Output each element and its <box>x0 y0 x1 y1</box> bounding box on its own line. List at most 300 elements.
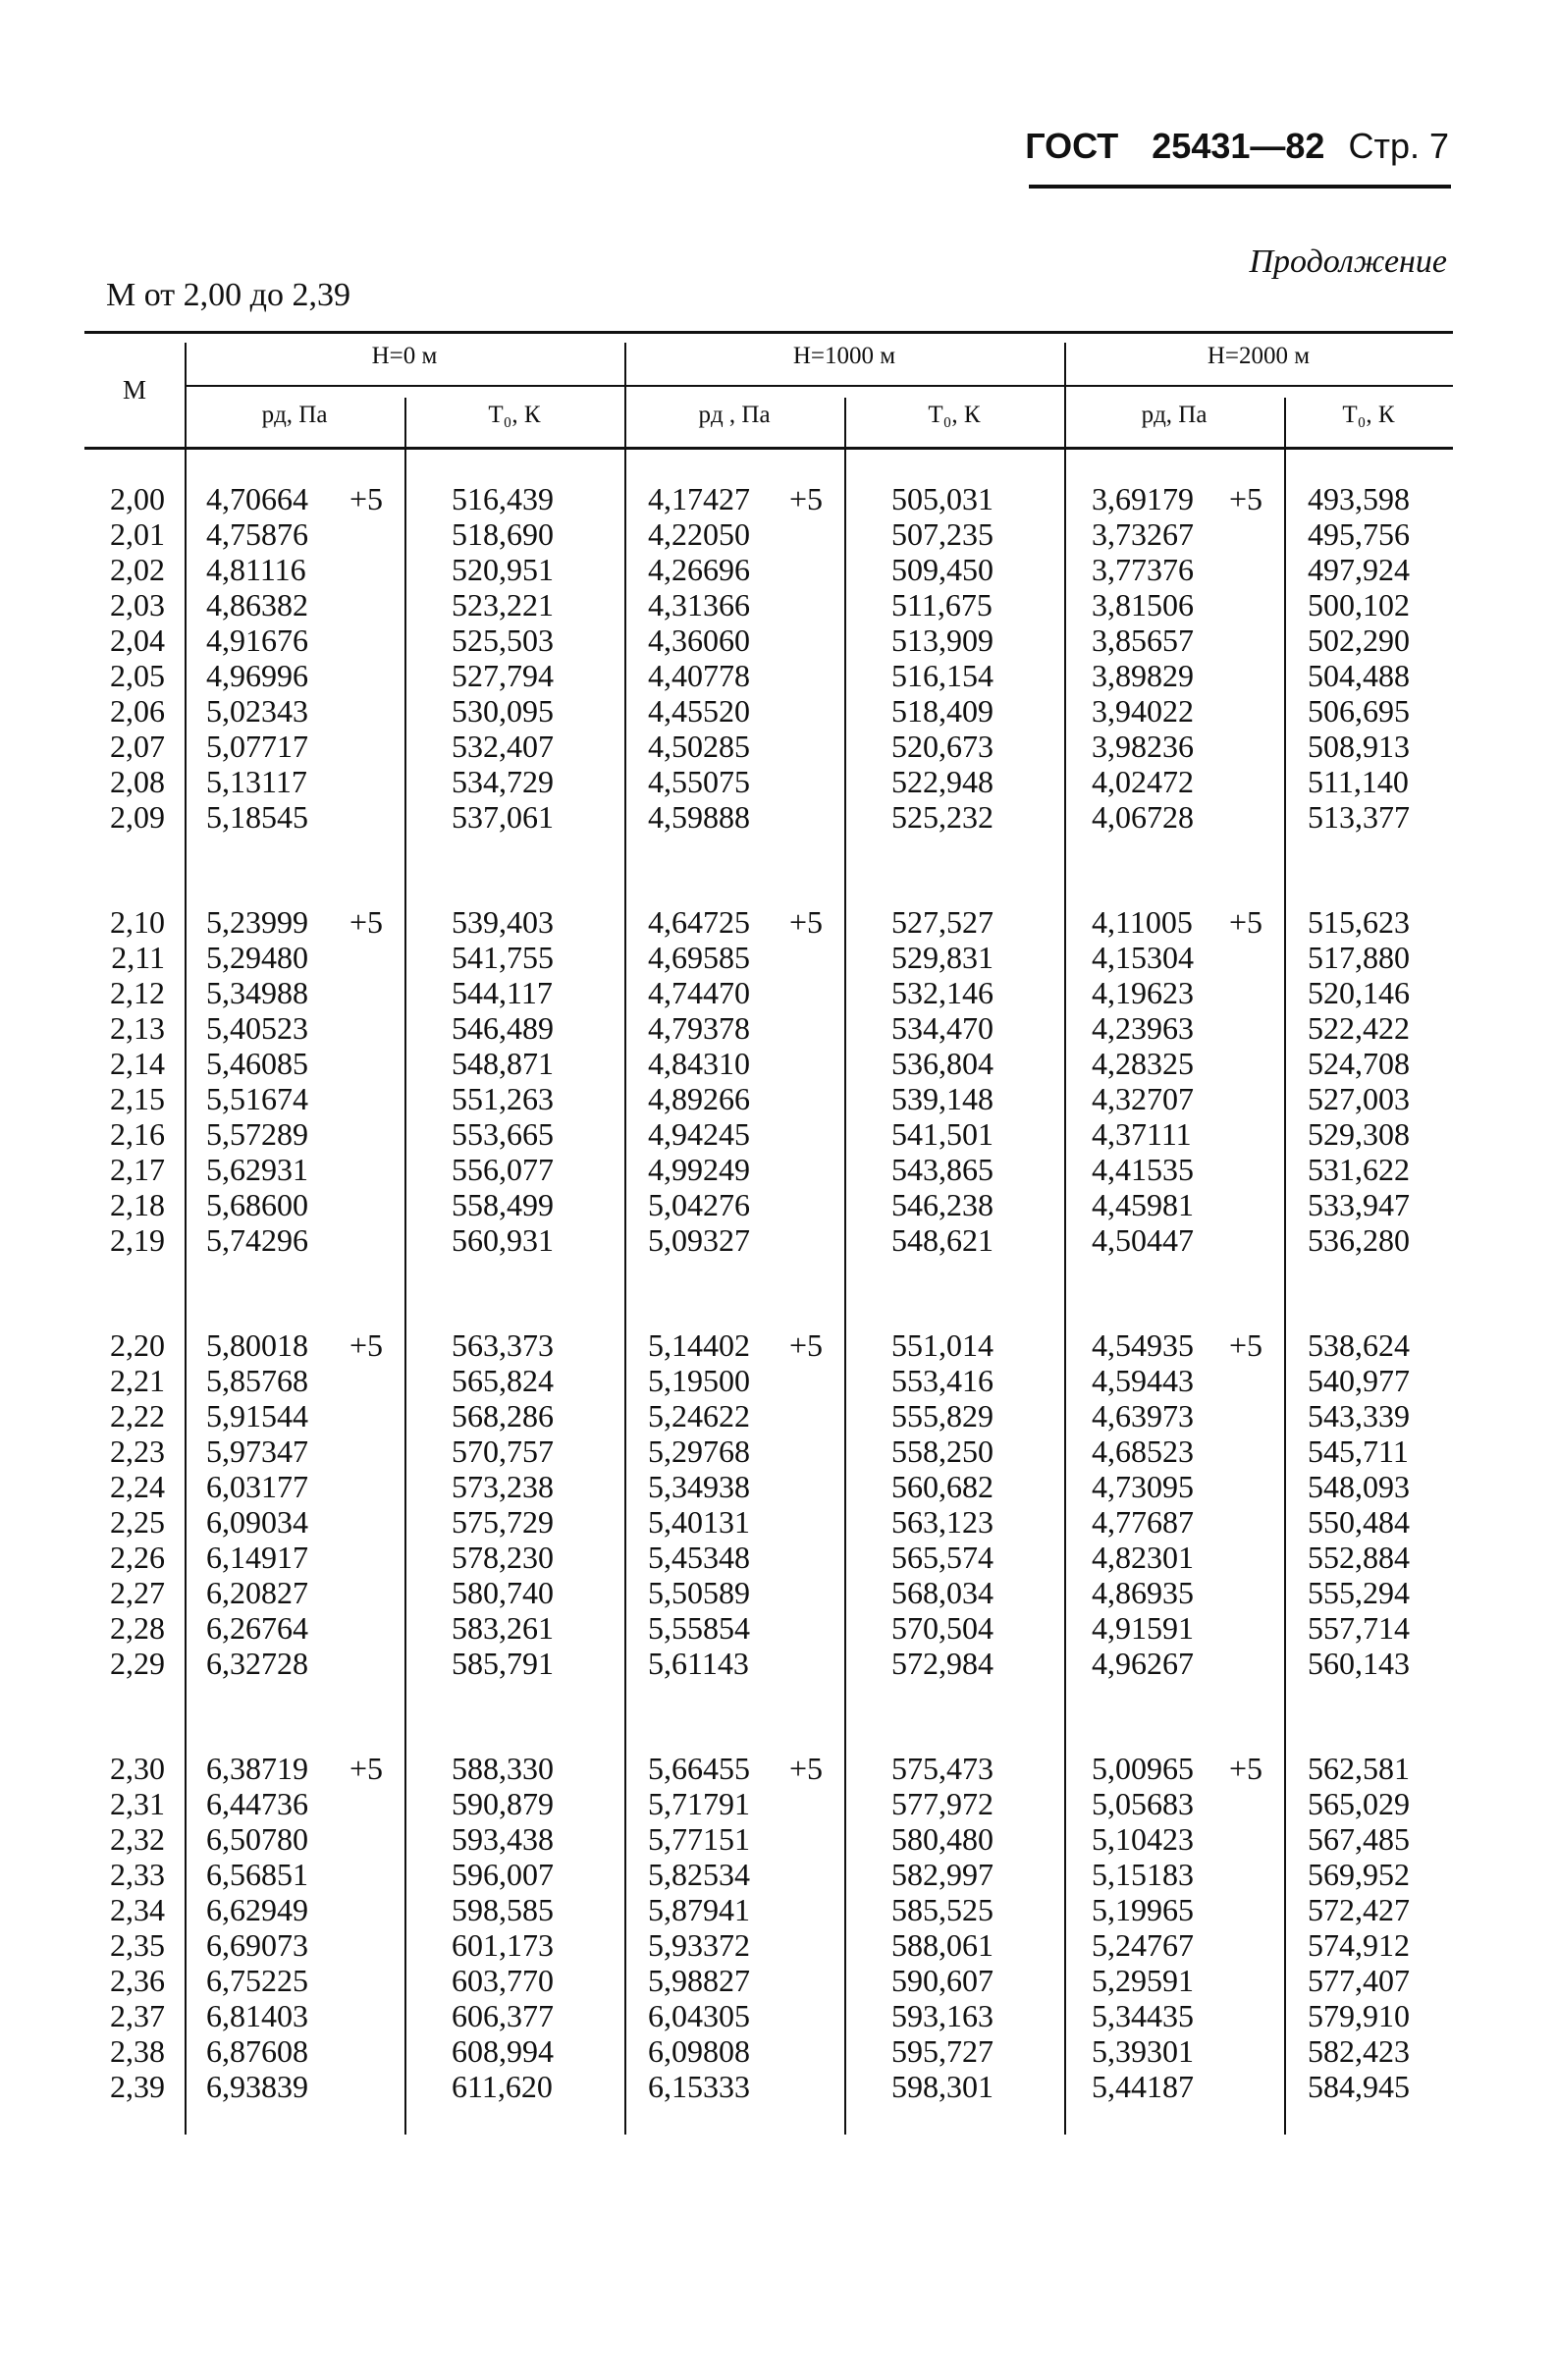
table-cell: 548,093 <box>1308 1469 1410 1504</box>
table-cell: 603,770 <box>452 1963 554 1998</box>
table-cell: 6,09808 <box>648 2033 750 2069</box>
table-cell: 4,79378 <box>648 1010 750 1046</box>
table-cell: 4,55075 <box>648 764 750 799</box>
table-cell: 4,59888 <box>648 799 750 835</box>
group-title-h0: H=0 м <box>371 343 438 369</box>
multiplier-h0: +5 <box>349 1327 384 1363</box>
table-cell: 531,622 <box>1308 1152 1410 1187</box>
table-cell: 4,86935 <box>1092 1575 1194 1610</box>
table-cell: 4,91591 <box>1092 1610 1194 1646</box>
table-cell: 553,416 <box>891 1363 993 1398</box>
multiplier-h0: +5 <box>349 481 384 516</box>
table-cell: 5,29768 <box>648 1433 750 1469</box>
table-cell: 585,791 <box>452 1646 554 1681</box>
subheader-rule <box>185 385 1453 387</box>
table-cell: 4,45520 <box>648 693 750 729</box>
table-cell: 2,17 <box>110 1152 165 1187</box>
table-cell: 2,38 <box>110 2033 165 2069</box>
table-cell: 3,73267 <box>1092 516 1194 552</box>
table-cell: 6,03177 <box>206 1469 308 1504</box>
table-cell: 520,673 <box>891 729 993 764</box>
data-table <box>84 331 1453 2142</box>
table-cell: 5,50589 <box>648 1575 750 1610</box>
table-cell: 2,06 <box>110 693 165 729</box>
table-cell: 6,38719 <box>206 1751 308 1786</box>
table-cell: 5,77151 <box>648 1821 750 1857</box>
table-cell: 506,695 <box>1308 693 1410 729</box>
table-cell: 5,57289 <box>206 1116 308 1152</box>
table-cell: 562,581 <box>1308 1751 1410 1786</box>
table-cell: 520,951 <box>452 552 554 587</box>
table-cell: 3,94022 <box>1092 693 1194 729</box>
table-cell: 3,69179 <box>1092 481 1194 516</box>
table-cell: 5,74296 <box>206 1222 308 1258</box>
table-cell: 4,26696 <box>648 552 750 587</box>
temperature-header-h0: T₀, К <box>488 402 541 428</box>
table-cell: 568,286 <box>452 1398 554 1433</box>
table-cell: 2,37 <box>110 1998 165 2033</box>
table-cell: 5,29591 <box>1092 1963 1194 1998</box>
table-cell: 567,485 <box>1308 1821 1410 1857</box>
table-cell: 556,077 <box>452 1152 554 1187</box>
temperature-column-h0 <box>452 481 554 835</box>
temperature-column-h1000 <box>891 1751 993 2104</box>
table-cell: 6,93839 <box>206 2069 308 2104</box>
table-cell: 3,89829 <box>1092 658 1194 693</box>
table-cell: 598,585 <box>452 1892 554 1927</box>
table-cell: 560,682 <box>891 1469 993 1504</box>
table-cell: 578,230 <box>452 1540 554 1575</box>
table-cell: 2,03 <box>110 587 165 622</box>
table-cell: 524,708 <box>1308 1046 1410 1081</box>
multiplier-h0: +5 <box>349 1751 384 1786</box>
page-number: Стр. 7 <box>1348 126 1449 166</box>
table-cell: 2,00 <box>110 481 165 516</box>
table-cell: 552,884 <box>1308 1540 1410 1575</box>
table-cell: 4,17427 <box>648 481 750 516</box>
table-cell: 593,438 <box>452 1821 554 1857</box>
table-cell: 548,621 <box>891 1222 993 1258</box>
table-cell: 4,74470 <box>648 975 750 1010</box>
multiplier-h0: +5 <box>349 904 384 940</box>
table-cell: 5,13117 <box>206 764 307 799</box>
table-cell: 5,51674 <box>206 1081 308 1116</box>
table-cell: 4,28325 <box>1092 1046 1194 1081</box>
table-cell: 582,423 <box>1308 2033 1410 2069</box>
table-cell: 572,984 <box>891 1646 993 1681</box>
table-cell: 536,280 <box>1308 1222 1410 1258</box>
table-cell: 4,06728 <box>1092 799 1194 835</box>
table-cell: 583,261 <box>452 1610 554 1646</box>
col-divider-group1 <box>624 343 626 2135</box>
table-cell: 2,04 <box>110 622 165 658</box>
table-cell: 4,69585 <box>648 940 750 975</box>
table-cell: 2,09 <box>110 799 165 835</box>
continued-label: Продолжение <box>1249 243 1447 280</box>
table-cell: 555,829 <box>891 1398 993 1433</box>
table-cell: 541,501 <box>891 1116 993 1152</box>
table-cell: 546,238 <box>891 1187 993 1222</box>
table-cell: 529,831 <box>891 940 993 975</box>
table-cell: 5,82534 <box>648 1857 750 1892</box>
table-cell: 6,09034 <box>206 1504 308 1540</box>
table-cell: 5,45348 <box>648 1540 750 1575</box>
table-cell: 3,77376 <box>1092 552 1194 587</box>
range-label: М от 2,00 до 2,39 <box>106 277 350 313</box>
table-cell: 5,55854 <box>648 1610 750 1646</box>
pressure-column-h2000 <box>1092 904 1194 1258</box>
table-cell: 522,948 <box>891 764 993 799</box>
table-cell: 5,34435 <box>1092 1998 1194 2033</box>
table-cell: 3,98236 <box>1092 729 1194 764</box>
table-cell: 6,50780 <box>206 1821 308 1857</box>
m-column <box>84 1327 165 1681</box>
temperature-header-h1000: T₀, К <box>928 402 981 428</box>
table-cell: 509,450 <box>891 552 993 587</box>
table-cell: 2,25 <box>110 1504 165 1540</box>
multiplier-h1000: +5 <box>789 1327 824 1363</box>
table-cell: 4,19623 <box>1092 975 1194 1010</box>
table-cell: 5,24622 <box>648 1398 750 1433</box>
table-cell: 543,339 <box>1308 1398 1410 1433</box>
pressure-column-h1000 <box>648 904 750 1258</box>
table-cell: 4,94245 <box>648 1116 750 1152</box>
table-cell: 2,14 <box>110 1046 165 1081</box>
table-cell: 582,997 <box>891 1857 993 1892</box>
table-cell: 608,994 <box>452 2033 554 2069</box>
table-cell: 563,373 <box>452 1327 554 1363</box>
m-column <box>84 904 165 1258</box>
table-cell: 502,290 <box>1308 622 1410 658</box>
pressure-column-h1000 <box>648 481 750 835</box>
table-cell: 5,09327 <box>648 1222 750 1258</box>
table-cell: 545,711 <box>1308 1433 1409 1469</box>
table-cell: 5,80018 <box>206 1327 308 1363</box>
table-cell: 6,14917 <box>206 1540 308 1575</box>
table-cell: 5,71791 <box>648 1786 750 1821</box>
multiplier-h2000: +5 <box>1229 1327 1263 1363</box>
table-cell: 2,18 <box>110 1187 165 1222</box>
table-cell: 4,63973 <box>1092 1398 1194 1433</box>
pressure-column-h0 <box>206 1327 308 1681</box>
page-header <box>1025 126 1449 167</box>
pressure-column-h0 <box>206 1751 308 2104</box>
table-cell: 5,85768 <box>206 1363 308 1398</box>
table-cell: 5,29480 <box>206 940 308 975</box>
table-cell: 515,623 <box>1308 904 1410 940</box>
multiplier-h2000: +5 <box>1229 481 1263 516</box>
table-cell: 4,96267 <box>1092 1646 1194 1681</box>
table-cell: 2,16 <box>110 1116 165 1152</box>
col-divider-g0 <box>404 398 406 2135</box>
table-cell: 525,503 <box>452 622 554 658</box>
table-cell: 543,865 <box>891 1152 993 1187</box>
pressure-column-h0 <box>206 904 308 1258</box>
table-cell: 2,24 <box>110 1469 165 1504</box>
table-cell: 520,146 <box>1308 975 1410 1010</box>
multiplier-h2000: +5 <box>1229 1751 1263 1786</box>
table-cell: 5,68600 <box>206 1187 308 1222</box>
table-cell: 5,14402 <box>648 1327 750 1363</box>
table-cell: 538,624 <box>1308 1327 1410 1363</box>
table-cell: 505,031 <box>891 481 993 516</box>
table-cell: 2,19 <box>110 1222 165 1258</box>
table-cell: 580,740 <box>452 1575 554 1610</box>
table-cell: 565,824 <box>452 1363 554 1398</box>
table-cell: 5,23999 <box>206 904 308 940</box>
table-cell: 2,12 <box>110 975 165 1010</box>
temperature-column-h0 <box>452 1327 554 1681</box>
table-cell: 2,36 <box>110 1963 165 1998</box>
group-title-h1000: H=1000 м <box>792 343 896 369</box>
table-cell: 5,98827 <box>648 1963 750 1998</box>
table-cell: 4,23963 <box>1092 1010 1194 1046</box>
table-cell: 6,04305 <box>648 1998 750 2033</box>
table-cell: 5,02343 <box>206 693 308 729</box>
table-cell: 2,30 <box>110 1751 165 1786</box>
table-cell: 577,972 <box>891 1786 993 1821</box>
table-cell: 560,931 <box>452 1222 554 1258</box>
table-cell: 6,75225 <box>206 1963 308 1998</box>
table-cell: 527,794 <box>452 658 554 693</box>
table-cell: 4,31366 <box>648 587 750 622</box>
table-cell: 5,39301 <box>1092 2033 1194 2069</box>
table-cell: 523,221 <box>452 587 554 622</box>
col-divider-m <box>185 343 187 2135</box>
table-cell: 4,82301 <box>1092 1540 1194 1575</box>
table-cell: 533,947 <box>1308 1187 1410 1222</box>
table-cell: 4,96996 <box>206 658 308 693</box>
table-cell: 6,44736 <box>206 1786 308 1821</box>
table-cell: 2,13 <box>110 1010 165 1046</box>
table-cell: 4,70664 <box>206 481 308 516</box>
temperature-column-h2000 <box>1308 1751 1410 2104</box>
table-cell: 4,41535 <box>1092 1152 1194 1187</box>
table-cell: 4,91676 <box>206 622 308 658</box>
table-cell: 5,40131 <box>648 1504 750 1540</box>
table-cell: 588,330 <box>452 1751 554 1786</box>
table-cell: 5,62931 <box>206 1152 308 1187</box>
table-cell: 5,97347 <box>206 1433 308 1469</box>
table-cell: 558,250 <box>891 1433 993 1469</box>
table-cell: 6,56851 <box>206 1857 308 1892</box>
table-cell: 529,308 <box>1308 1116 1410 1152</box>
table-cell: 4,77687 <box>1092 1504 1194 1540</box>
table-cell: 4,75876 <box>206 516 308 552</box>
multiplier-h1000: +5 <box>789 1751 824 1786</box>
table-cell: 5,05683 <box>1092 1786 1194 1821</box>
pressure-column-h0 <box>206 481 308 835</box>
table-cell: 2,31 <box>110 1786 165 1821</box>
table-cell: 4,40778 <box>648 658 750 693</box>
table-cell: 588,061 <box>891 1927 993 1963</box>
table-cell: 2,33 <box>110 1857 165 1892</box>
table-cell: 534,729 <box>452 764 554 799</box>
col-divider-g1 <box>844 398 846 2135</box>
table-cell: 5,18545 <box>206 799 308 835</box>
pressure-header-h1000: pд , Па <box>698 402 771 428</box>
table-cell: 6,32728 <box>206 1646 308 1681</box>
pressure-column-h2000 <box>1092 1751 1194 2104</box>
table-cell: 4,84310 <box>648 1046 750 1081</box>
table-cell: 4,36060 <box>648 622 750 658</box>
multiplier-h1000: +5 <box>789 904 824 940</box>
multiplier-h2000: +5 <box>1229 904 1263 940</box>
table-cell: 6,26764 <box>206 1610 308 1646</box>
table-cell: 5,24767 <box>1092 1927 1194 1963</box>
table-cell: 590,607 <box>891 1963 993 1998</box>
table-cell: 4,68523 <box>1092 1433 1194 1469</box>
table-cell: 513,909 <box>891 622 993 658</box>
temperature-column-h1000 <box>891 1327 993 1681</box>
table-cell: 6,81403 <box>206 1998 308 2033</box>
table-cell: 2,39 <box>110 2069 165 2104</box>
table-cell: 6,69073 <box>206 1927 308 1963</box>
table-cell: 606,377 <box>452 1998 554 2033</box>
table-cell: 511,675 <box>891 587 993 622</box>
table-cell: 5,40523 <box>206 1010 308 1046</box>
table-cell: 3,81506 <box>1092 587 1194 622</box>
table-cell: 5,10423 <box>1092 1821 1194 1857</box>
table-cell: 5,07717 <box>206 729 308 764</box>
table-cell: 585,525 <box>891 1892 993 1927</box>
pressure-header-h0: pд, Па <box>261 402 328 428</box>
table-cell: 530,095 <box>452 693 554 729</box>
table-cell: 2,21 <box>110 1363 165 1398</box>
table-cell: 2,29 <box>110 1646 165 1681</box>
table-cell: 4,15304 <box>1092 940 1194 975</box>
standard-label: ГОСТ <box>1025 126 1119 166</box>
table-cell: 580,480 <box>891 1821 993 1857</box>
table-cell: 5,61143 <box>648 1646 749 1681</box>
table-cell: 4,37111 <box>1092 1116 1192 1152</box>
table-cell: 495,756 <box>1308 516 1410 552</box>
table-cell: 522,422 <box>1308 1010 1410 1046</box>
table-top-rule <box>84 331 1453 334</box>
table-cell: 5,93372 <box>648 1927 750 1963</box>
temperature-header-h2000: T₀, К <box>1342 402 1395 428</box>
table-cell: 601,173 <box>452 1927 554 1963</box>
table-cell: 565,029 <box>1308 1786 1410 1821</box>
table-cell: 4,89266 <box>648 1081 750 1116</box>
table-cell: 518,409 <box>891 693 993 729</box>
table-cell: 2,07 <box>110 729 165 764</box>
temperature-column-h1000 <box>891 481 993 835</box>
table-cell: 555,294 <box>1308 1575 1410 1610</box>
table-cell: 2,15 <box>110 1081 165 1116</box>
pressure-header-h2000: pд, Па <box>1141 402 1208 428</box>
table-cell: 5,46085 <box>206 1046 308 1081</box>
pressure-column-h2000 <box>1092 481 1194 835</box>
table-cell: 5,19965 <box>1092 1892 1194 1927</box>
table-cell: 6,87608 <box>206 2033 308 2069</box>
table-cell: 6,20827 <box>206 1575 308 1610</box>
m-column-header: М <box>122 375 146 405</box>
table-cell: 540,977 <box>1308 1363 1410 1398</box>
table-cell: 4,54935 <box>1092 1327 1194 1363</box>
table-cell: 560,143 <box>1308 1646 1410 1681</box>
standard-number: 25431—82 <box>1152 126 1325 166</box>
m-column <box>84 1751 165 2104</box>
table-cell: 575,729 <box>452 1504 554 1540</box>
temperature-column-h0 <box>452 1751 554 2104</box>
table-cell: 548,871 <box>452 1046 554 1081</box>
table-cell: 4,64725 <box>648 904 750 940</box>
pressure-column-h1000 <box>648 1327 750 1681</box>
table-cell: 4,99249 <box>648 1152 750 1187</box>
table-cell: 5,19500 <box>648 1363 750 1398</box>
table-cell: 2,08 <box>110 764 165 799</box>
table-cell: 551,014 <box>891 1327 993 1363</box>
table-cell: 4,11005 <box>1092 904 1193 940</box>
table-cell: 593,163 <box>891 1998 993 2033</box>
table-cell: 5,44187 <box>1092 2069 1194 2104</box>
table-cell: 558,499 <box>452 1187 554 1222</box>
table-cell: 550,484 <box>1308 1504 1410 1540</box>
table-cell: 527,003 <box>1308 1081 1410 1116</box>
temperature-column-h1000 <box>891 904 993 1258</box>
header-bottom-rule <box>84 447 1453 450</box>
table-cell: 513,377 <box>1308 799 1410 835</box>
table-cell: 527,527 <box>891 904 993 940</box>
table-cell: 5,34988 <box>206 975 308 1010</box>
table-cell: 575,473 <box>891 1751 993 1786</box>
table-cell: 516,154 <box>891 658 993 693</box>
table-cell: 5,87941 <box>648 1892 750 1927</box>
table-cell: 2,10 <box>110 904 165 940</box>
table-cell: 525,232 <box>891 799 993 835</box>
multiplier-h1000: +5 <box>789 481 824 516</box>
table-cell: 2,22 <box>110 1398 165 1433</box>
table-cell: 4,50447 <box>1092 1222 1194 1258</box>
table-cell: 532,407 <box>452 729 554 764</box>
table-cell: 553,665 <box>452 1116 554 1152</box>
col-divider-group2 <box>1064 343 1066 2135</box>
table-cell: 4,73095 <box>1092 1469 1194 1504</box>
table-cell: 537,061 <box>452 799 554 835</box>
table-cell: 4,22050 <box>648 516 750 552</box>
temperature-column-h2000 <box>1308 1327 1410 1681</box>
table-cell: 4,02472 <box>1092 764 1194 799</box>
table-cell: 565,574 <box>891 1540 993 1575</box>
table-cell: 517,880 <box>1308 940 1410 975</box>
table-cell: 4,50285 <box>648 729 750 764</box>
group-title-h2000: H=2000 м <box>1207 343 1311 369</box>
table-cell: 563,123 <box>891 1504 993 1540</box>
table-cell: 595,727 <box>891 2033 993 2069</box>
table-cell: 504,488 <box>1308 658 1410 693</box>
pressure-column-h2000 <box>1092 1327 1194 1681</box>
table-cell: 5,04276 <box>648 1187 750 1222</box>
table-cell: 541,755 <box>452 940 554 975</box>
table-cell: 568,034 <box>891 1575 993 1610</box>
table-cell: 570,757 <box>452 1433 554 1469</box>
table-cell: 584,945 <box>1308 2069 1410 2104</box>
table-cell: 579,910 <box>1308 1998 1410 2033</box>
table-cell: 497,924 <box>1308 552 1410 587</box>
table-cell: 518,690 <box>452 516 554 552</box>
table-cell: 2,28 <box>110 1610 165 1646</box>
table-cell: 572,427 <box>1308 1892 1410 1927</box>
table-cell: 4,45981 <box>1092 1187 1194 1222</box>
table-cell: 4,81116 <box>206 552 306 587</box>
table-cell: 2,32 <box>110 1821 165 1857</box>
table-cell: 590,879 <box>452 1786 554 1821</box>
table-cell: 544,117 <box>452 975 553 1010</box>
m-column <box>84 481 165 835</box>
table-cell: 5,91544 <box>206 1398 308 1433</box>
table-cell: 539,148 <box>891 1081 993 1116</box>
